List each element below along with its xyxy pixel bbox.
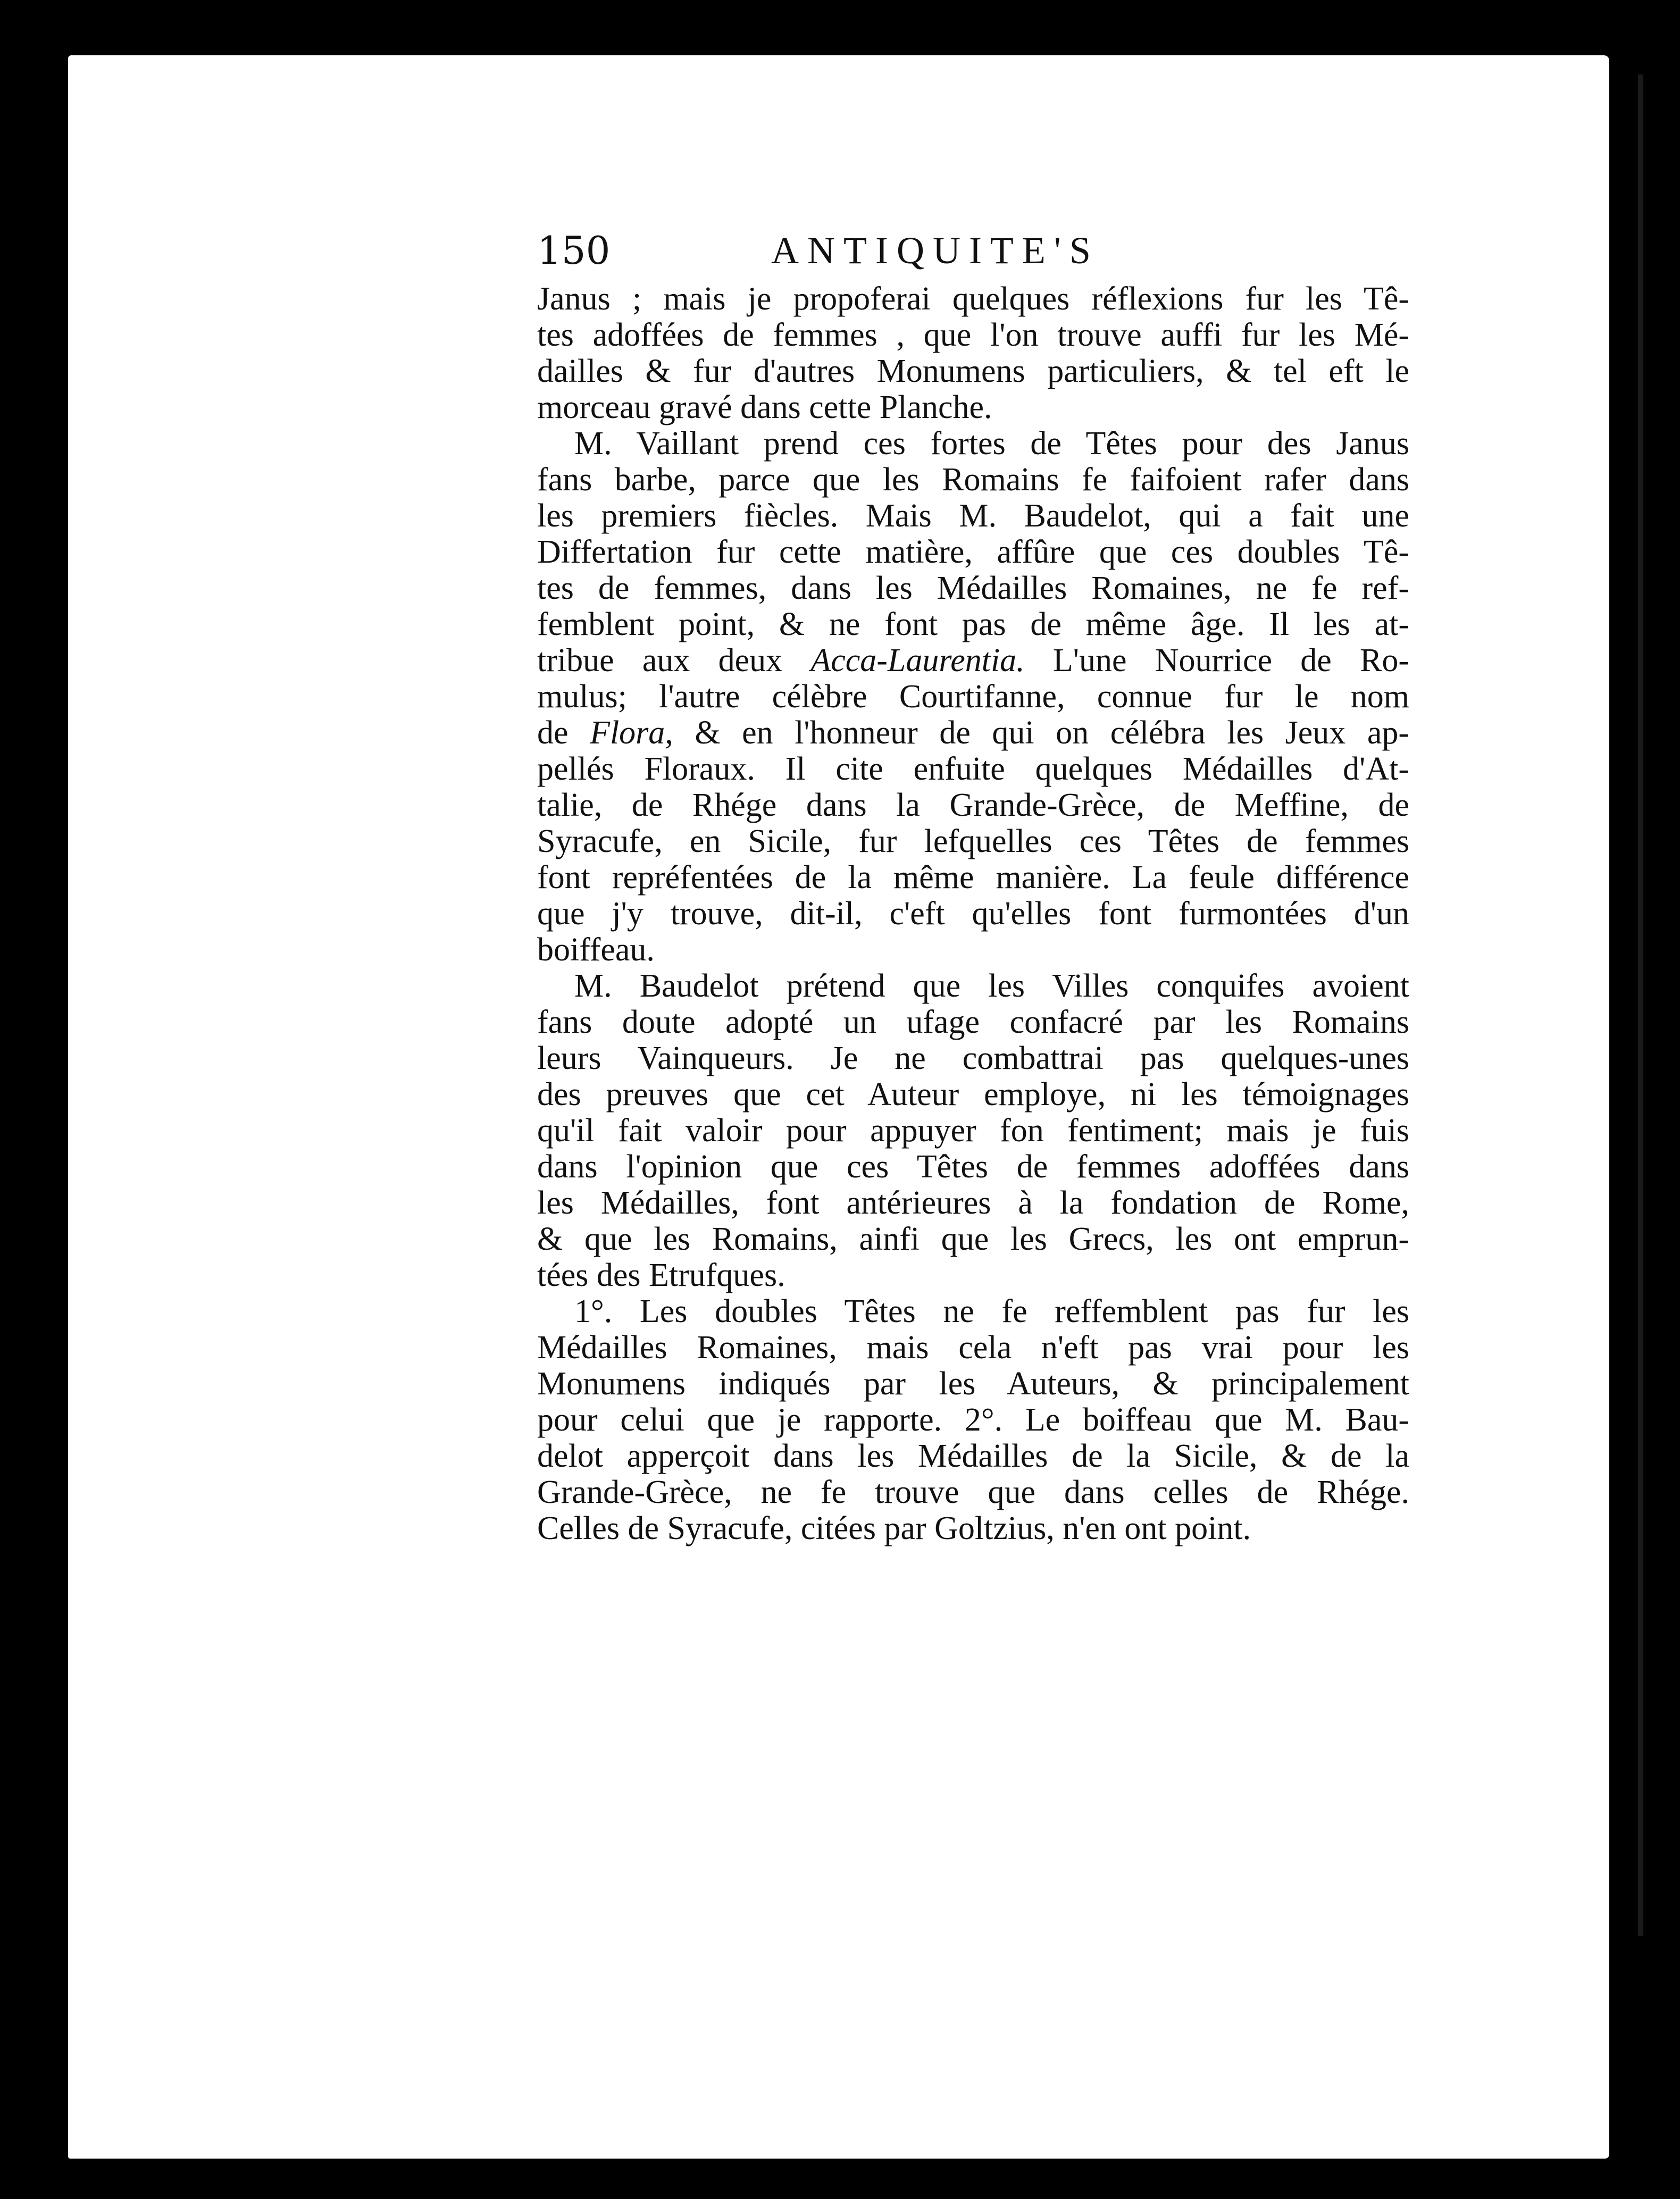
text-line: fans barbe, parce que les Romains fe faifoient rafer dans <box>537 462 1409 498</box>
text-line <box>537 715 1409 751</box>
text-line: Grande-Grèce, ne fe trouve que dans celles de Rhége. <box>537 1474 1409 1510</box>
text-line: font repréfentées de la même manière. La feule différence <box>537 859 1409 896</box>
text-line: delot apperçoit dans les Médailles de la Sicile, & de la <box>537 1438 1409 1474</box>
text-line: & que les Romains, ainfi que les Grecs, les ont emprun- <box>537 1221 1409 1257</box>
text-line: les premiers fiècles. Mais M. Baudelot, qui a fait une <box>537 498 1409 534</box>
text-line: tes de femmes, dans les Médailles Romaines, ne fe ref- <box>537 570 1409 606</box>
text-line: leurs Vainqueurs. Je ne combattrai pas quelques-unes <box>537 1040 1409 1076</box>
running-head <box>537 218 1409 281</box>
text-segment: tribue aux deux <box>537 642 811 679</box>
italic-text: Flora <box>590 715 665 751</box>
text-segment: L'une Nourrice de Ro- <box>1024 642 1409 679</box>
text-line: tées des Etrufques. <box>537 1257 785 1293</box>
text-segment: , & en l'honneur de qui on célébra les Jeux ap- <box>665 715 1409 751</box>
text-line: morceau gravé dans cette Planche. <box>537 389 992 425</box>
text-line: tes adoffées de femmes , que l'on trouve auffi fur les Mé- <box>537 317 1409 353</box>
italic-text: Acca-Laurentia. <box>810 642 1025 679</box>
text-line: dailles & fur d'autres Monumens particuliers, & tel eft le <box>537 353 1409 389</box>
text-line: talie, de Rhége dans la Grande-Grèce, de Meffine, de <box>537 787 1409 823</box>
text-line: dans l'opinion que ces Têtes de femmes adoffées dans <box>537 1149 1409 1185</box>
text-line: les Médailles, font antérieures à la fondation de Rome, <box>537 1185 1409 1221</box>
text-line: Monumens indiqués par les Auteurs, & principalement <box>537 1366 1409 1402</box>
text-line: Celles de Syracufe, citées par Goltzius, n'en ont point. <box>537 1510 1251 1546</box>
text-line: des preuves que cet Auteur employe, ni les témoignages <box>537 1076 1409 1113</box>
body-text <box>537 281 1409 1546</box>
text-line: fans doute adopté un ufage confacré par les Romains <box>537 1004 1409 1040</box>
text-line: M. Vaillant prend ces fortes de Têtes pour des Janus <box>574 425 1409 462</box>
text-line: femblent point, & ne font pas de même âge. Il les at- <box>537 606 1409 642</box>
text-line: M. Baudelot prétend que les Villes conquifes avoient <box>574 968 1409 1004</box>
page-edge-shadow <box>1638 74 1643 1936</box>
text-line <box>537 642 1409 679</box>
text-block <box>537 218 1409 1546</box>
text-line: Differtation fur cette matière, affûre que ces doubles Tê- <box>537 534 1409 570</box>
text-line: pellés Floraux. Il cite enfuite quelques Médailles d'At- <box>537 751 1409 787</box>
text-line: Syracufe, en Sicile, fur lefquelles ces Têtes de femmes <box>537 823 1409 859</box>
page-number: 150 <box>537 228 611 273</box>
text-line: boiffeau. <box>537 932 655 968</box>
text-line: Janus ; mais je propoferai quelques réflexions fur les Tê- <box>537 281 1409 317</box>
text-line: 1°. Les doubles Têtes ne fe reffemblent pas fur les <box>574 1293 1409 1330</box>
text-line: que j'y trouve, dit-il, c'eft qu'elles font furmontées d'un <box>537 896 1409 932</box>
text-line: Médailles Romaines, mais cela n'eft pas vrai pour les <box>537 1330 1409 1366</box>
text-line: mulus; l'autre célèbre Courtifanne, connue fur le nom <box>537 679 1409 715</box>
text-line: pour celui que je rapporte. 2°. Le boiffeau que M. Bau- <box>537 1402 1409 1438</box>
page-header-title: ANTIQUITE'S <box>771 229 1099 272</box>
text-segment: de <box>537 715 590 751</box>
text-line: qu'il fait valoir pour appuyer fon fentiment; mais je fuis <box>537 1113 1409 1149</box>
